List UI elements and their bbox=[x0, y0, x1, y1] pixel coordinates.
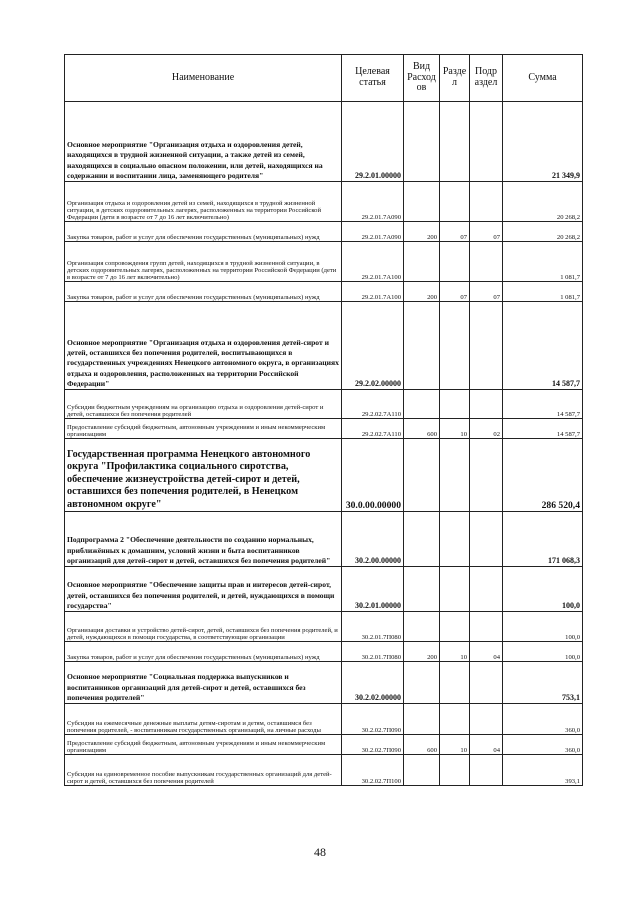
table-row bbox=[65, 390, 583, 419]
header-section: Разде л bbox=[440, 55, 470, 102]
row-amount-cell: 20 268,2 bbox=[503, 222, 583, 242]
row-expense-type-cell bbox=[404, 182, 440, 222]
row-subsection-cell: 04 bbox=[470, 735, 503, 755]
row-target-article-cell: 29.2.02.7А110 bbox=[342, 390, 404, 419]
row-target-article-cell: 30.2.01.7П080 bbox=[342, 612, 404, 642]
row-amount-cell: 360,0 bbox=[503, 704, 583, 735]
row-subsection-cell bbox=[470, 755, 503, 786]
table-row bbox=[65, 282, 583, 302]
row-expense-type-cell: 600 bbox=[404, 735, 440, 755]
row-subsection-cell bbox=[470, 662, 503, 704]
row-name-cell: Организация отдыха и оздоровления детей из семей, находящихся в трудной жизненной ситуации, в детских оздоровительных лагерях, расположенных на территории Российской Федерации (дети в возрасте от 7 до 16 лет включительно) bbox=[65, 182, 342, 222]
row-section-cell: 07 bbox=[440, 222, 470, 242]
row-amount-cell: 14 587,7 bbox=[503, 419, 583, 439]
row-section-cell: 10 bbox=[440, 642, 470, 662]
row-section-cell bbox=[440, 567, 470, 612]
row-section-cell bbox=[440, 302, 470, 390]
row-subsection-cell bbox=[470, 704, 503, 735]
table-row bbox=[65, 642, 583, 662]
row-amount-cell: 1 081,7 bbox=[503, 242, 583, 282]
header-target-article: Целевая статья bbox=[342, 55, 404, 102]
row-name-cell: Основное мероприятие "Организация отдыха и оздоровления детей-сирот и детей, оставшихся без попечения родителей, воспитывающихся в государственных учреждениях Ненецкого автономного округа, в организациях отдыха и оздоровления, расположенных на территории Российской Федерации" bbox=[65, 302, 342, 390]
row-expense-type-cell bbox=[404, 755, 440, 786]
row-subsection-cell bbox=[470, 390, 503, 419]
table-row bbox=[65, 735, 583, 755]
row-subsection-cell bbox=[470, 242, 503, 282]
row-subsection-cell: 02 bbox=[470, 419, 503, 439]
row-expense-type-cell bbox=[404, 512, 440, 567]
row-section-cell bbox=[440, 182, 470, 222]
table-row bbox=[65, 662, 583, 704]
row-section-cell bbox=[440, 242, 470, 282]
row-target-article-cell: 30.0.00.00000 bbox=[342, 439, 404, 512]
row-name-cell: Субсидия на единовременное пособие выпускникам государственных организаций для детей-сирот и детей, оставшихся без попечения родителей bbox=[65, 755, 342, 786]
row-amount-cell: 360,0 bbox=[503, 735, 583, 755]
row-expense-type-cell: 200 bbox=[404, 222, 440, 242]
header-expense-type: Вид Расход ов bbox=[404, 55, 440, 102]
row-subsection-cell: 07 bbox=[470, 222, 503, 242]
row-name-cell: Организация доставки и устройство детей-сирот, детей, оставшихся без попечения родителей, и детей, нуждающихся в помощи государства, в соответствующие организации bbox=[65, 612, 342, 642]
row-target-article-cell: 30.2.01.00000 bbox=[342, 567, 404, 612]
row-name-cell: Основное мероприятие "Социальная поддержка выпускников и воспитанников организаций для детей-сирот и детей, оставшихся без попечения родителей" bbox=[65, 662, 342, 704]
row-name-cell: Закупка товаров, работ и услуг для обеспечения государственных (муниципальных) нужд bbox=[65, 222, 342, 242]
budget-table bbox=[64, 54, 583, 786]
table-row bbox=[65, 755, 583, 786]
row-target-article-cell: 29.2.01.7А090 bbox=[342, 222, 404, 242]
row-name-cell: Закупка товаров, работ и услуг для обеспечения государственных (муниципальных) нужд bbox=[65, 282, 342, 302]
table-row bbox=[65, 512, 583, 567]
row-section-cell: 10 bbox=[440, 735, 470, 755]
row-name-cell: Субсидия на ежемесячные денежные выплаты детям-сиротам и детям, оставшимся без попечения родителей, - воспитанникам государственных организаций, на личные расходы bbox=[65, 704, 342, 735]
row-section-cell bbox=[440, 704, 470, 735]
table-row bbox=[65, 182, 583, 222]
row-amount-cell: 286 520,4 bbox=[503, 439, 583, 512]
table-row bbox=[65, 222, 583, 242]
row-subsection-cell bbox=[470, 512, 503, 567]
row-target-article-cell: 30.2.00.00000 bbox=[342, 512, 404, 567]
row-amount-cell: 14 587,7 bbox=[503, 302, 583, 390]
row-name-cell: Государственная программа Ненецкого автономного округа "Профилактика социального сиротства, обеспечение жизнеустройства детей-сирот и детей, оставшихся без попечения родителей, в Ненецком автономном округе" bbox=[65, 439, 342, 512]
row-target-article-cell: 30.2.02.7П090 bbox=[342, 704, 404, 735]
table-row bbox=[65, 612, 583, 642]
row-subsection-cell: 04 bbox=[470, 642, 503, 662]
row-section-cell bbox=[440, 390, 470, 419]
table-row bbox=[65, 102, 583, 182]
row-expense-type-cell: 600 bbox=[404, 419, 440, 439]
row-expense-type-cell bbox=[404, 242, 440, 282]
row-target-article-cell: 29.2.02.7А110 bbox=[342, 419, 404, 439]
table-row bbox=[65, 704, 583, 735]
row-target-article-cell: 30.2.02.00000 bbox=[342, 662, 404, 704]
row-section-cell bbox=[440, 439, 470, 512]
row-subsection-cell: 07 bbox=[470, 282, 503, 302]
row-target-article-cell: 29.2.01.00000 bbox=[342, 102, 404, 182]
row-expense-type-cell bbox=[404, 662, 440, 704]
row-target-article-cell: 29.2.01.7А100 bbox=[342, 242, 404, 282]
row-amount-cell: 171 068,3 bbox=[503, 512, 583, 567]
row-amount-cell: 20 268,2 bbox=[503, 182, 583, 222]
table-row bbox=[65, 567, 583, 612]
row-target-article-cell: 30.2.02.7П100 bbox=[342, 755, 404, 786]
row-subsection-cell bbox=[470, 612, 503, 642]
row-subsection-cell bbox=[470, 302, 503, 390]
table-body bbox=[65, 102, 583, 786]
row-name-cell: Подпрограмма 2 "Обеспечение деятельности по созданию нормальных, приближённых к домашним, условий жизни и быта воспитанников организаций для детей-сирот и детей, оставшихся без попечения родителей" bbox=[65, 512, 342, 567]
table-row bbox=[65, 302, 583, 390]
row-section-cell bbox=[440, 755, 470, 786]
row-name-cell: Закупка товаров, работ и услуг для обеспечения государственных (муниципальных) нужд bbox=[65, 642, 342, 662]
row-section-cell: 10 bbox=[440, 419, 470, 439]
row-expense-type-cell bbox=[404, 567, 440, 612]
row-section-cell bbox=[440, 102, 470, 182]
row-subsection-cell bbox=[470, 439, 503, 512]
row-expense-type-cell: 200 bbox=[404, 282, 440, 302]
row-name-cell: Основное мероприятие "Организация отдыха и оздоровления детей, находящихся в трудной жизненной ситуации, а также детей из семей, находящихся в социально опасном положении, или детей, находящихся на содержании и воспитании лица, заменяющего родителя" bbox=[65, 102, 342, 182]
row-expense-type-cell bbox=[404, 612, 440, 642]
row-name-cell: Основное мероприятие "Обеспечение защиты прав и интересов детей-сирот, детей, оставшихся без попечения родителей, и детей, нуждающихся в помощи государства" bbox=[65, 567, 342, 612]
row-expense-type-cell bbox=[404, 439, 440, 512]
row-section-cell bbox=[440, 612, 470, 642]
table-header-row bbox=[65, 55, 583, 102]
table-row bbox=[65, 439, 583, 512]
row-amount-cell: 100,0 bbox=[503, 567, 583, 612]
row-amount-cell: 753,1 bbox=[503, 662, 583, 704]
row-target-article-cell: 30.2.01.7П080 bbox=[342, 642, 404, 662]
row-name-cell: Предоставление субсидий бюджетным, автономным учреждениям и иным некоммерческим организациям bbox=[65, 735, 342, 755]
row-target-article-cell: 29.2.01.7А090 bbox=[342, 182, 404, 222]
row-expense-type-cell bbox=[404, 390, 440, 419]
row-name-cell: Предоставление субсидий бюджетным, автономным учреждениям и иным некоммерческим организациям bbox=[65, 419, 342, 439]
row-amount-cell: 100,0 bbox=[503, 642, 583, 662]
row-expense-type-cell: 200 bbox=[404, 642, 440, 662]
row-expense-type-cell bbox=[404, 102, 440, 182]
row-section-cell: 07 bbox=[440, 282, 470, 302]
row-expense-type-cell bbox=[404, 704, 440, 735]
row-amount-cell: 100,0 bbox=[503, 612, 583, 642]
row-subsection-cell bbox=[470, 102, 503, 182]
header-subsection: Подр аздел bbox=[470, 55, 503, 102]
row-section-cell bbox=[440, 662, 470, 704]
row-target-article-cell: 29.2.01.7А100 bbox=[342, 282, 404, 302]
row-section-cell bbox=[440, 512, 470, 567]
row-target-article-cell: 30.2.02.7П090 bbox=[342, 735, 404, 755]
row-name-cell: Субсидии бюджетным учреждениям на организацию отдыха и оздоровления детей-сирот и детей, оставшихся без попечения родителей bbox=[65, 390, 342, 419]
row-subsection-cell bbox=[470, 182, 503, 222]
row-expense-type-cell bbox=[404, 302, 440, 390]
row-name-cell: Организация сопровождения групп детей, находящихся в трудной жизненной ситуации, в детских оздоровительных лагерях, расположенных на территории Российской Федерации (дети в возрасте от 7 до 16 лет включительно) bbox=[65, 242, 342, 282]
row-amount-cell: 14 587,7 bbox=[503, 390, 583, 419]
header-amount: Сумма bbox=[503, 55, 583, 102]
row-amount-cell: 21 349,9 bbox=[503, 102, 583, 182]
table-row bbox=[65, 419, 583, 439]
row-amount-cell: 1 081,7 bbox=[503, 282, 583, 302]
page-number: 48 bbox=[314, 845, 326, 859]
row-amount-cell: 393,1 bbox=[503, 755, 583, 786]
row-subsection-cell bbox=[470, 567, 503, 612]
header-name: Наименование bbox=[65, 55, 342, 102]
table-row bbox=[65, 242, 583, 282]
row-target-article-cell: 29.2.02.00000 bbox=[342, 302, 404, 390]
